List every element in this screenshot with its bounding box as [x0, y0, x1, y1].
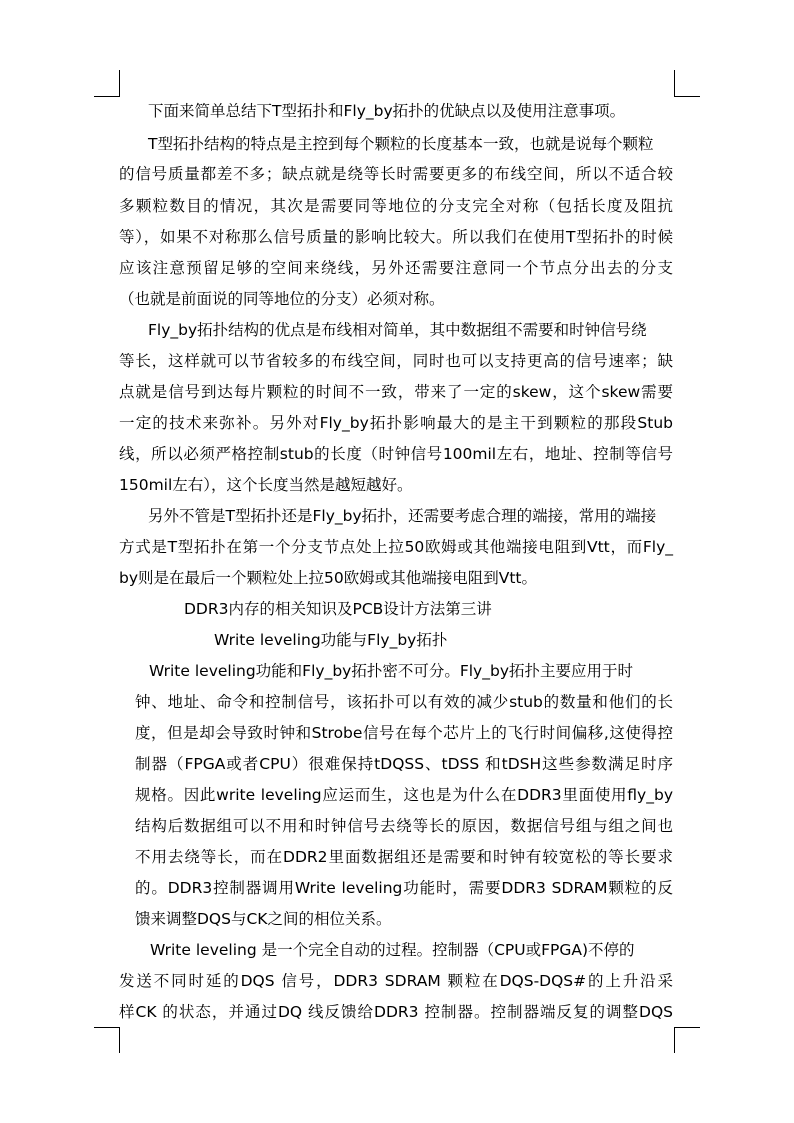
text-line: Write leveling 是一个完全自动的过程。控制器（CPU或FPGA)不停的 [150, 941, 635, 959]
text-line: 多颗粒数目的情况，其次是需要同等地位的分支完全对称（包括长度及阻抗 [119, 197, 673, 215]
text-line: 发送不同时延的DQS 信号，DDR3 SDRAM 颗粒在DQS-DQS#的上升沿采 [119, 972, 673, 990]
crop-mark-bottom-left-vertical [119, 1027, 120, 1053]
crop-mark-bottom-left-horizontal [94, 1027, 120, 1028]
text-line: 点就是信号到达每片颗粒的时间不一致，带来了一定的skew，这个skew需要 [119, 383, 673, 401]
text-line: 下面来简单总结下T型拓扑和Fly_by拓扑的优缺点以及使用注意事项。 [148, 102, 626, 120]
text-line: 等长，这样就可以节省较多的布线空间，同时也可以支持更高的信号速率；缺 [119, 352, 673, 370]
section-heading: DDR3内存的相关知识及PCB设计方法第三讲 [184, 600, 492, 618]
text-line: 样CK 的状态，并通过DQ 线反馈给DDR3 控制器。控制器端反复的调整DQS [119, 1003, 673, 1021]
crop-mark-top-right-vertical [674, 70, 675, 97]
text-line: T型拓扑结构的特点是主控到每个颗粒的长度基本一致，也就是说每个颗粒 [148, 135, 654, 153]
text-line: 等），如果不对称那么信号质量的影响比较大。所以我们在使用T型拓扑的时候 [119, 228, 673, 246]
text-line: 结构后数据组可以不用和时钟信号去绕等长的原因，数据信号组与组之间也 [135, 817, 673, 835]
text-line: 的。DDR3控制器调用Write leveling功能时，需要DDR3 SDRAM颗粒的反 [135, 879, 673, 897]
text-line: 钟、地址、命令和控制信号，该拓扑可以有效的减少stub的数量和他们的长 [135, 693, 673, 711]
crop-mark-top-right-horizontal [674, 96, 700, 97]
text-line: 线，所以必须严格控制stub的长度（时钟信号100mil左右，地址、控制等信号 [119, 445, 673, 463]
text-line: Fly_by拓扑结构的优点是布线相对简单，其中数据组不需要和时钟信号绕 [148, 321, 647, 339]
crop-mark-top-left-horizontal [94, 96, 120, 97]
text-line: Write leveling功能和Fly_by拓扑密不可分。Fly_by拓扑主要应用于时 [149, 662, 633, 680]
text-line: 另外不管是T型拓扑还是Fly_by拓扑，还需要考虑合理的端接，常用的端接 [148, 507, 657, 525]
text-line: 应该注意预留足够的空间来绕线，另外还需要注意同一个节点分出去的分支 [119, 259, 673, 277]
text-line: 方式是T型拓扑在第一个分支节点处上拉50欧姆或其他端接电阻到Vtt，而Fly_ [119, 538, 673, 556]
text-line: 不用去绕等长，而在DDR2里面数据组还是需要和时钟有较宽松的等长要求 [135, 848, 673, 866]
text-line: 一定的技术来弥补。另外对Fly_by拓扑影响最大的是主干到颗粒的那段Stub [119, 414, 673, 432]
crop-mark-bottom-right-vertical [674, 1027, 675, 1053]
text-line: 规格。因此write leveling应运而生，这也是为什么在DDR3里面使用fly_by [135, 786, 673, 804]
text-line: 150mil左右），这个长度当然是越短越好。 [119, 476, 413, 494]
text-line: 制器（FPGA或者CPU）很难保持tDQSS、tDSS 和tDSH这些参数满足时序 [135, 755, 673, 773]
crop-mark-top-left-vertical [119, 70, 120, 97]
text-line: by则是在最后一个颗粒处上拉50欧姆或其他端接电阻到Vtt。 [119, 569, 537, 587]
text-line: 度，但是却会导致时钟和Strobe信号在每个芯片上的飞行时间偏移,这使得控 [135, 724, 673, 742]
crop-mark-bottom-right-horizontal [674, 1027, 700, 1028]
text-line: （也就是前面说的同等地位的分支）必须对称。 [119, 290, 445, 308]
section-subheading: Write leveling功能与Fly_by拓扑 [214, 631, 448, 649]
text-line: 的信号质量都差不多；缺点就是绕等长时需要更多的布线空间，所以不适合较 [119, 165, 673, 183]
text-line: 馈来调整DQS与CK之间的相位关系。 [135, 910, 392, 928]
